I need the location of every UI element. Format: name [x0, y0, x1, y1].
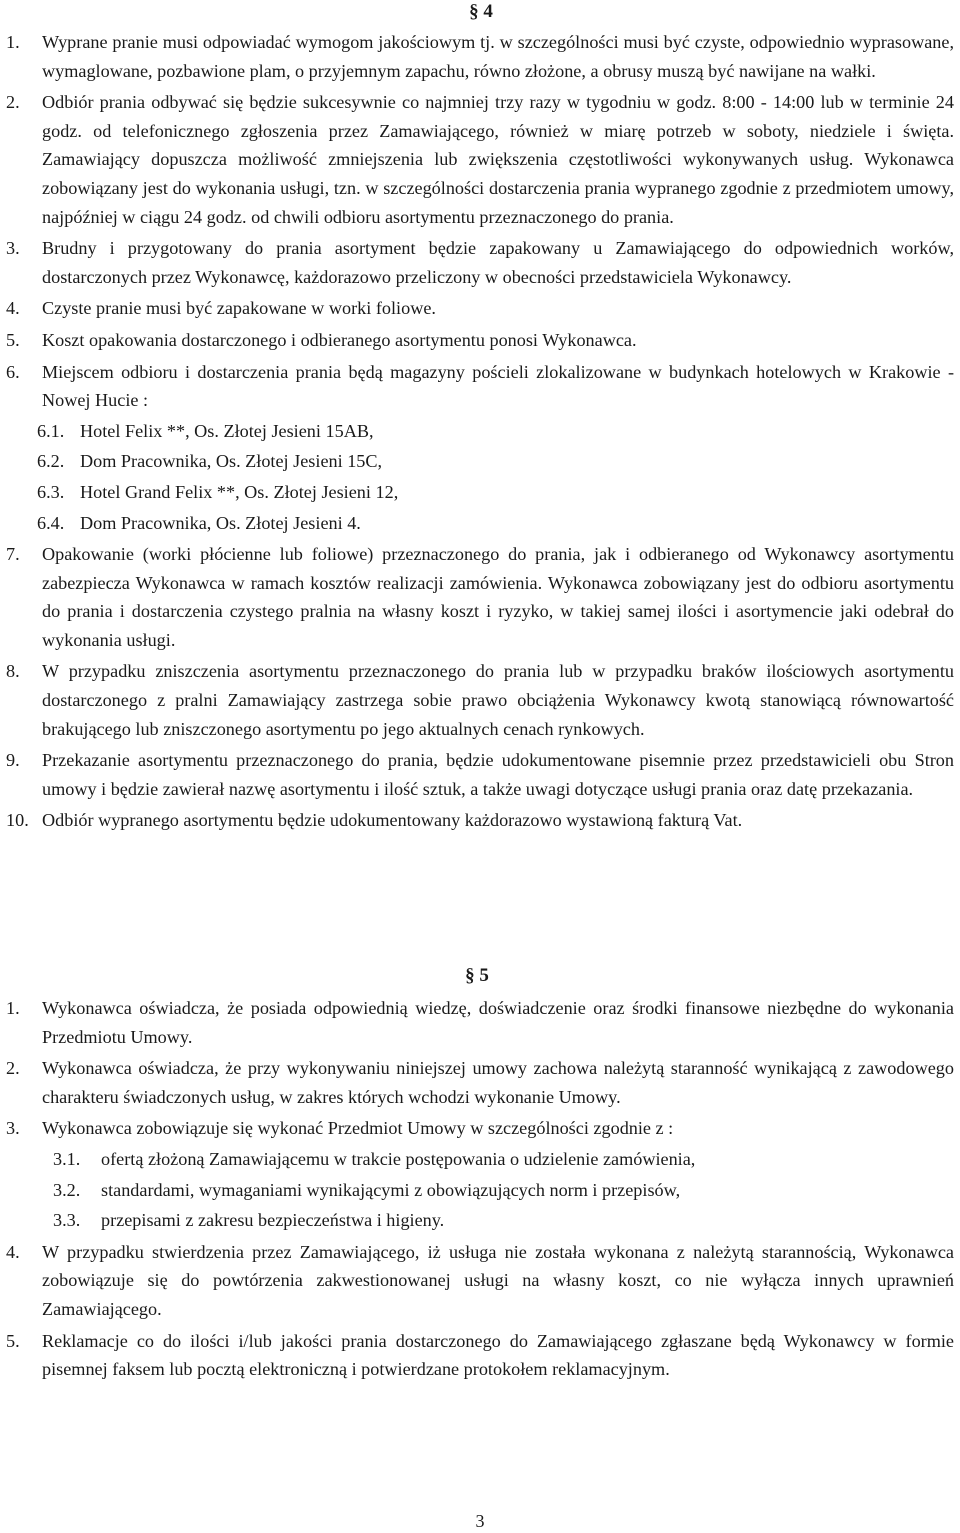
item-text: W przypadku stwierdzenia przez Zamawiającego, iż usługa nie została wykonana z należytą starannością, Wykonawca zobowiązuje się do powtórzenia zakwestionowanej usługi na własny koszt, co nie wyłącza innych uprawnień Zamawiającego.	[42, 1241, 954, 1319]
sub-text: przepisami z zakresu bezpieczeństwa i higieny.	[101, 1210, 445, 1231]
item-text: Przekazanie asortymentu przeznaczonego do prania, będzie udokumentowane pisemnie przez przedstawicieli obu Stron umowy i będzie zawierał nazwę asortymentu i ilość sztuk, a także uwagi dotyczące usługi prania oraz datę przekazania.	[42, 750, 954, 799]
location-6-2	[0, 447, 960, 476]
paragraph-4-5	[0, 326, 960, 355]
paragraph-4-9	[0, 746, 960, 803]
item-number: 8.	[6, 661, 20, 682]
sub-number: 6.4.	[37, 512, 65, 533]
item-number: 10.	[6, 810, 29, 831]
item-number: 1.	[6, 998, 20, 1018]
sub-text: Dom Pracownika, Os. Złotej Jesieni 4.	[80, 512, 361, 533]
item-number: 5.	[6, 329, 20, 350]
item-number: 4.	[6, 298, 20, 319]
item-number: 2.	[6, 92, 20, 113]
paragraph-4-10	[0, 806, 960, 835]
section-5-heading: § 5	[465, 965, 489, 986]
page-number: 3	[475, 1511, 485, 1531]
item-text: Wykonawca oświadcza, że posiada odpowiednią wiedzę, doświadczenie oraz środki finansowe niezbędne do wykonania Przedmiotu Umowy.	[42, 998, 954, 1047]
sub-text: Hotel Felix **, Os. Złotej Jesieni 15AB,	[80, 420, 374, 441]
paragraph-5-3	[0, 1114, 960, 1143]
paragraph-4-8	[0, 657, 960, 743]
paragraph-5-5	[0, 1327, 960, 1384]
item-text: Odbiór wypranego asortymentu będzie udokumentowany każdorazowo wystawioną fakturą Vat.	[42, 810, 743, 831]
item-text: Czyste pranie musi być zapakowane w worki foliowe.	[42, 298, 436, 319]
paragraph-4-1	[0, 28, 960, 85]
item-number: 6.	[6, 361, 20, 382]
sub-number: 6.3.	[37, 481, 65, 502]
item-text: Wykonawca oświadcza, że przy wykonywaniu niniejszej umowy zachowa należytą staranność wynikającą z zawodowego charakteru świadczonych usług, w zakres których wchodzi wykonanie Umowy.	[42, 1058, 954, 1107]
sub-text: ofertą złożoną Zamawiającemu w trakcie postępowania o udzielenie zamówienia,	[101, 1148, 696, 1169]
clause-3-3	[0, 1206, 960, 1235]
item-number: 9.	[6, 750, 20, 771]
sub-text: standardami, wymaganiami wynikającymi z obowiązujących norm i przepisów,	[101, 1179, 681, 1200]
item-text: Miejscem odbioru i dostarczenia prania będą magazyny pościeli zlokalizowane w budynkach hotelowych w Krakowie - Nowej Hucie :	[42, 361, 954, 411]
item-number: 5.	[6, 1330, 20, 1351]
section-4-list	[0, 28, 960, 835]
paragraph-5-2	[0, 1054, 960, 1111]
location-6-1	[0, 417, 960, 446]
item-number: 3.	[6, 238, 20, 259]
section-4-heading: § 4	[469, 1, 493, 22]
item-number: 1.	[6, 32, 20, 52]
clause-3-2	[0, 1176, 960, 1205]
item-text: Odbiór prania odbywać się będzie sukcesywnie co najmniej trzy razy w tygodniu w godz. 8:00 - 14:00 lub w terminie 24 godz. od telefonicznego zgłoszenia przez Zamawiającego, również w miarę potrzeb w soboty, niedziele i święta. Zamawiający dopuszcza możliwość zmniejszenia lub zwiększenia częstotliwości wykonywanych usług. Wykonawca zobowiązany jest do wykonania usługi, tzn. w szczególności dostarczenia prania wypranego zgodnie z przedmiotem umowy, najpóźniej w ciągu 24 godz. od chwili odbioru asortymentu przeznaczonego do prania.	[42, 92, 954, 227]
sub-number: 6.1.	[37, 420, 65, 441]
sub-number: 3.3.	[53, 1210, 81, 1231]
sub-number: 6.2.	[37, 451, 65, 472]
sub-text: Hotel Grand Felix **, Os. Złotej Jesieni 12,	[80, 481, 399, 502]
sub-text: Dom Pracownika, Os. Złotej Jesieni 15C,	[80, 451, 383, 472]
item-text: Brudny i przygotowany do prania asortyment będzie zapakowany u Zamawiającego do odpowiednich worków, dostarczonych przez Wykonawcę, każdorazowo przeliczony w obecności przedstawiciela Wykonawcy.	[42, 238, 954, 287]
location-6-3	[0, 478, 960, 507]
location-6-4	[0, 509, 960, 538]
paragraph-4-3	[0, 234, 960, 291]
item-text: Wykonawca zobowiązuje się wykonać Przedmiot Umowy w szczególności zgodnie z :	[42, 1118, 674, 1139]
paragraph-4-6	[0, 358, 960, 415]
sub-number: 3.2.	[53, 1179, 81, 1200]
item-text: Wyprane pranie musi odpowiadać wymogom jakościowym tj. w szczególności musi być czyste, odpowiednio wyprasowane, wymaglowane, pozbawione plam, o przyjemnym zapachu, równo złożone, a obrusy muszą być nawijane na wałki.	[42, 32, 954, 81]
section-5-list	[0, 994, 960, 1384]
paragraph-5-4	[0, 1238, 960, 1324]
item-number: 4.	[6, 1241, 20, 1262]
paragraph-5-1	[0, 994, 960, 1051]
paragraph-4-4	[0, 294, 960, 323]
paragraph-4-7	[0, 540, 960, 654]
item-number: 3.	[6, 1118, 20, 1139]
paragraph-4-2	[0, 88, 960, 231]
clause-3-1	[0, 1145, 960, 1174]
item-number: 2.	[6, 1058, 20, 1079]
item-text: Koszt opakowania dostarczonego i odbieranego asortymentu ponosi Wykonawca.	[42, 329, 637, 350]
item-text: Reklamacje co do ilości i/lub jakości prania dostarczonego do Zamawiającego zgłaszane będą Wykonawcy w formie pisemnej faksem lub pocztą elektroniczną i potwierdzane protokołem reklamacyjnym.	[42, 1330, 954, 1380]
item-text: Opakowanie (worki płócienne lub foliowe) przeznaczonego do prania, jak i odbieranego od Wykonawcy asortymentu zabezpiecza Wykonawca w ramach kosztów realizacji zamówienia. Wykonawca zobowiązany jest do odbioru asortymentu do prania i dostarczenia czystego pralnia na własny koszt i ryzyko, w takiej samej ilości i asortymencie jaki odebrał do wykonania usługi.	[42, 544, 954, 650]
item-text: W przypadku zniszczenia asortymentu przeznaczonego do prania lub w przypadku braków ilościowych asortymentu dostarczonego z pralni Zamawiający zastrzega sobie prawo obciążenia Wykonawcy kwotą stanowiącą równowartość brakującego lub zniszczonego asortymentu po jego aktualnych cenach rynkowych.	[42, 661, 954, 739]
item-number: 7.	[6, 544, 20, 565]
sub-number: 3.1.	[53, 1148, 81, 1169]
